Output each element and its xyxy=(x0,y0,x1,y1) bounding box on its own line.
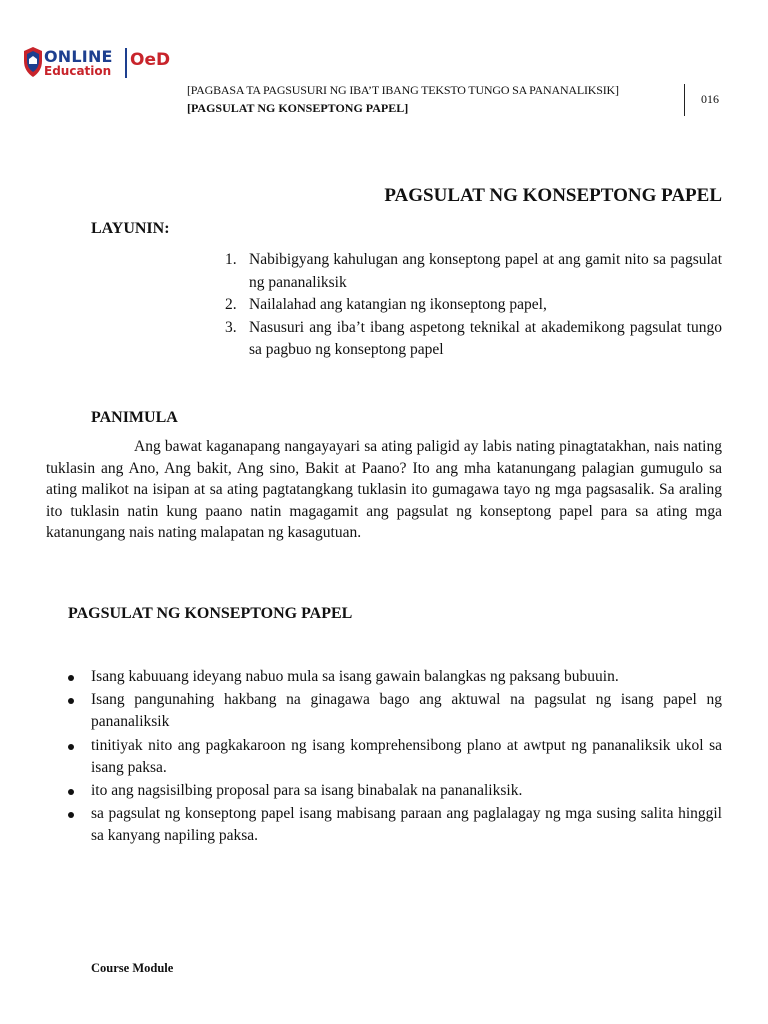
objective-item xyxy=(222,249,722,294)
definition-list xyxy=(64,666,722,849)
objective-number: 1. xyxy=(225,251,237,268)
header-subject: [PAGBASA TA PAGSUSURI NG IBA’T IBANG TEKSTO TUNGO SA PANANALIKSIK] xyxy=(187,83,619,97)
objective-item xyxy=(222,294,722,317)
list-item xyxy=(64,803,722,847)
objective-item xyxy=(222,317,722,362)
list-item-text: Isang kabuuang ideyang nabuo mula sa isang gawain balangkas ng paksang bubuuin. xyxy=(91,668,619,685)
page-number: 016 xyxy=(701,92,719,106)
objective-number: 2. xyxy=(225,296,237,313)
objective-text: Nabibigyang kahulugan ang konseptong papel at ang gamit nito sa pagsulat ng pananaliksik xyxy=(249,251,722,291)
section-heading: PAGSULAT NG KONSEPTONG PAPEL xyxy=(68,605,353,622)
bullet-icon xyxy=(68,675,74,681)
header-divider xyxy=(684,84,685,116)
objectives-list xyxy=(222,249,722,362)
intro-heading: PANIMULA xyxy=(91,409,178,426)
objective-text: Nailalahad ang katangian ng ikonseptong papel, xyxy=(249,296,547,313)
bullet-icon xyxy=(68,698,74,704)
logo-divider xyxy=(125,48,127,78)
header-topic: [PAGSULAT NG KONSEPTONG PAPEL] xyxy=(187,101,409,115)
list-item-text: sa pagsulat ng konseptong papel isang mabisang paraan ang paglalagay ng mga susing salita hinggil sa kanyang napiling paksa. xyxy=(91,805,722,845)
page-footer: Course Module xyxy=(91,961,174,975)
list-item-text: Isang pangunahing hakbang na ginagawa bago ang aktuwal na pagsulat ng isang papel ng pananaliksik xyxy=(91,691,722,731)
page-title: PAGSULAT NG KONSEPTONG PAPEL xyxy=(384,185,722,206)
logo-oed-text: OeD xyxy=(130,50,171,70)
list-item xyxy=(64,735,722,779)
bullet-icon xyxy=(68,789,74,795)
shield-icon xyxy=(22,46,44,78)
list-item-text: ito ang nagsisilbing proposal para sa isang binabalak na pananaliksik. xyxy=(91,782,523,800)
logo-education-text: Education xyxy=(44,64,112,78)
list-item-text: tinitiyak nito ang pagkakaroon ng isang komprehensibong plano at awtput ng pananaliksik ukol sa isang paksa. xyxy=(91,736,722,776)
bullet-icon xyxy=(68,812,74,818)
objective-text: Nasusuri ang iba’t ibang aspetong teknikal at akademikong pagsulat tungo sa pagbuo ng konseptong papel xyxy=(249,318,722,358)
online-education-logo xyxy=(22,44,182,84)
objective-number: 3. xyxy=(225,318,237,336)
intro-paragraph: Ang bawat kaganapang nangayayari sa ating paligid ay labis nating pinagtatakhan, nais nating tuklasin ang Ano, Ang bakit, Ang sino, Bakit at Paano? Ito ang mha katanungang palagian gumugulo sa ating malikot na isipan at sa ating pagtatangkang tuklasin ito gumagawa tayo ng mga pagsasalik. Sa araling ito tuklasin natin kung paano natin magagamit ang pagsulat ng konseptong papel para sa ating mga katanungang nais nating malapatan ng kasagutuan. xyxy=(46,438,722,542)
objectives-heading: LAYUNIN: xyxy=(91,220,170,237)
list-item xyxy=(64,780,722,802)
list-item xyxy=(64,689,722,733)
list-item xyxy=(64,666,722,688)
page-header xyxy=(0,0,768,130)
bullet-icon xyxy=(68,744,74,750)
logo-online-text: ONLINE xyxy=(44,47,113,66)
